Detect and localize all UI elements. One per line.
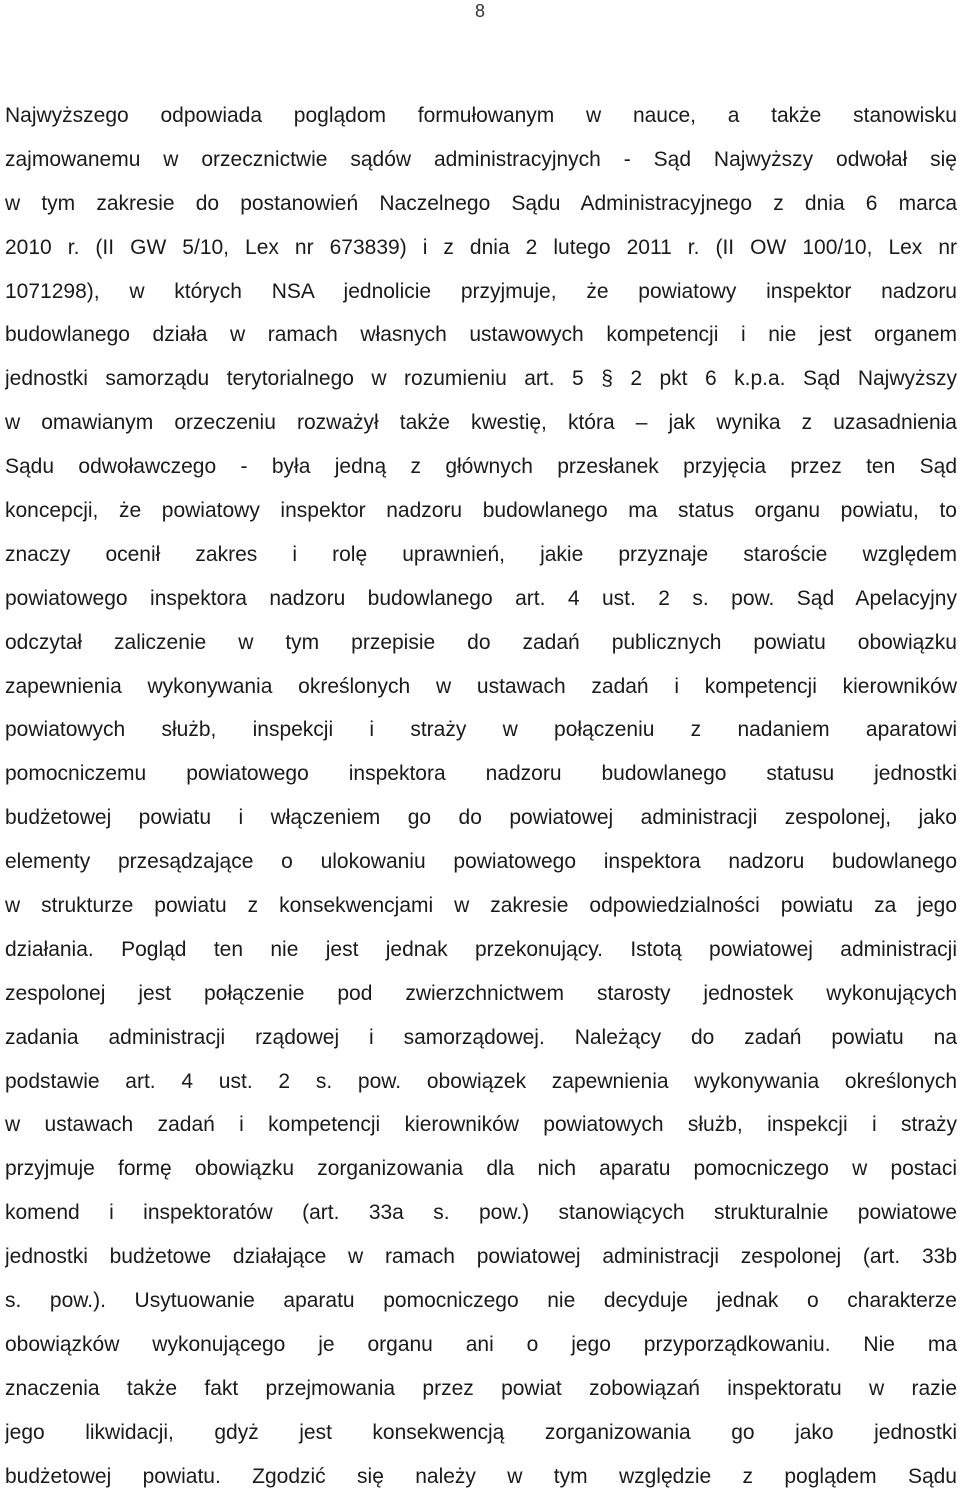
- text-line: podstawie art. 4 ust. 2 s. pow. obowiązek zapewnienia wykonywania określonych: [5, 1069, 957, 1093]
- text-line: Sądu odwoławczego - była jedną z głównych przesłanek przyjęcia przez ten Sąd: [5, 455, 957, 479]
- text-line: budżetowej powiatu i włączeniem go do powiatowej administracji zespolonej, jako: [5, 806, 957, 830]
- text-line: przyjmuje formę obowiązku zorganizowania dla nich aparatu pomocniczego w postaci: [5, 1157, 957, 1181]
- text-line: komend i inspektoratów (art. 33a s. pow.) stanowiących strukturalnie powiatowe: [5, 1201, 957, 1225]
- text-line: 1071298), w których NSA jednolicie przyjmuje, że powiatowy inspektor nadzoru: [5, 279, 957, 303]
- body-paragraph: [5, 94, 957, 1499]
- text-line: odczytał zaliczenie w tym przepisie do zadań publicznych powiatu obowiązku: [5, 630, 957, 654]
- text-line: znaczy ocenił zakres i rolę uprawnień, jakie przyznaje staroście względem: [5, 542, 957, 566]
- text-line: znaczenia także fakt przejmowania przez powiat zobowiązań inspektoratu w razie: [5, 1376, 957, 1400]
- text-line: Najwyższego odpowiada poglądom formułowanym w nauce, a także stanowisku: [5, 104, 957, 127]
- text-line: w strukturze powiatu z konsekwencjami w zakresie odpowiedzialności powiatu za jego: [5, 894, 957, 918]
- text-line: jednostki budżetowe działające w ramach powiatowej administracji zespolonej (art. 33b: [5, 1245, 957, 1269]
- page-number: 8: [474, 1, 485, 21]
- text-line: elementy przesądzające o ulokowaniu powiatowego inspektora nadzoru budowlanego: [5, 850, 957, 874]
- text-line: budżetowej powiatu. Zgodzić się należy w tym względzie z poglądem Sądu: [5, 1464, 957, 1488]
- text-line: s. pow.). Usytuowanie aparatu pomocniczego nie decyduje jednak o charakterze: [5, 1289, 957, 1313]
- text-line: budowlanego działa w ramach własnych ustawowych kompetencji i nie jest organem: [5, 323, 957, 347]
- text-line: w tym zakresie do postanowień Naczelnego Sądu Administracyjnego z dnia 6 marca: [5, 191, 957, 215]
- text-line: obowiązków wykonującego je organu ani o jego przyporządkowaniu. Nie ma: [5, 1332, 957, 1356]
- text-line: zajmowanemu w orzecznictwie sądów administracyjnych - Sąd Najwyższy odwołał się: [5, 147, 957, 171]
- text-line: zespolonej jest połączenie pod zwierzchnictwem starosty jednostek wykonujących: [5, 981, 957, 1005]
- text-line: w omawianym orzeczeniu rozważył także kwestię, która – jak wynika z uzasadnienia: [5, 411, 957, 435]
- text-line: koncepcji, że powiatowy inspektor nadzoru budowlanego ma status organu powiatu, to: [5, 499, 957, 523]
- text-line: zapewnienia wykonywania określonych w ustawach zadań i kompetencji kierowników: [5, 674, 957, 698]
- text-line: powiatowych służb, inspekcji i straży w połączeniu z nadaniem aparatowi: [5, 718, 957, 742]
- text-line: jego likwidacji, gdyż jest konsekwencją zorganizowania go jako jednostki: [5, 1420, 957, 1444]
- text-line: powiatowego inspektora nadzoru budowlanego art. 4 ust. 2 s. pow. Sąd Apelacyjny: [5, 586, 957, 610]
- text-line: pomocniczemu powiatowego inspektora nadzoru budowlanego statusu jednostki: [5, 762, 957, 786]
- text-line: jednostki samorządu terytorialnego w rozumieniu art. 5 § 2 pkt 6 k.p.a. Sąd Najwyższy: [5, 367, 957, 391]
- text-line: 2010 r. (II GW 5/10, Lex nr 673839) i z dnia 2 lutego 2011 r. (II OW 100/10, Lex nr: [5, 235, 957, 259]
- text-line: w ustawach zadań i kompetencji kierowników powiatowych służb, inspekcji i straży: [5, 1113, 957, 1137]
- text-line: działania. Pogląd ten nie jest jednak przekonujący. Istotą powiatowej administracji: [5, 937, 957, 961]
- text-line: zadania administracji rządowej i samorządowej. Należący do zadań powiatu na: [5, 1025, 957, 1049]
